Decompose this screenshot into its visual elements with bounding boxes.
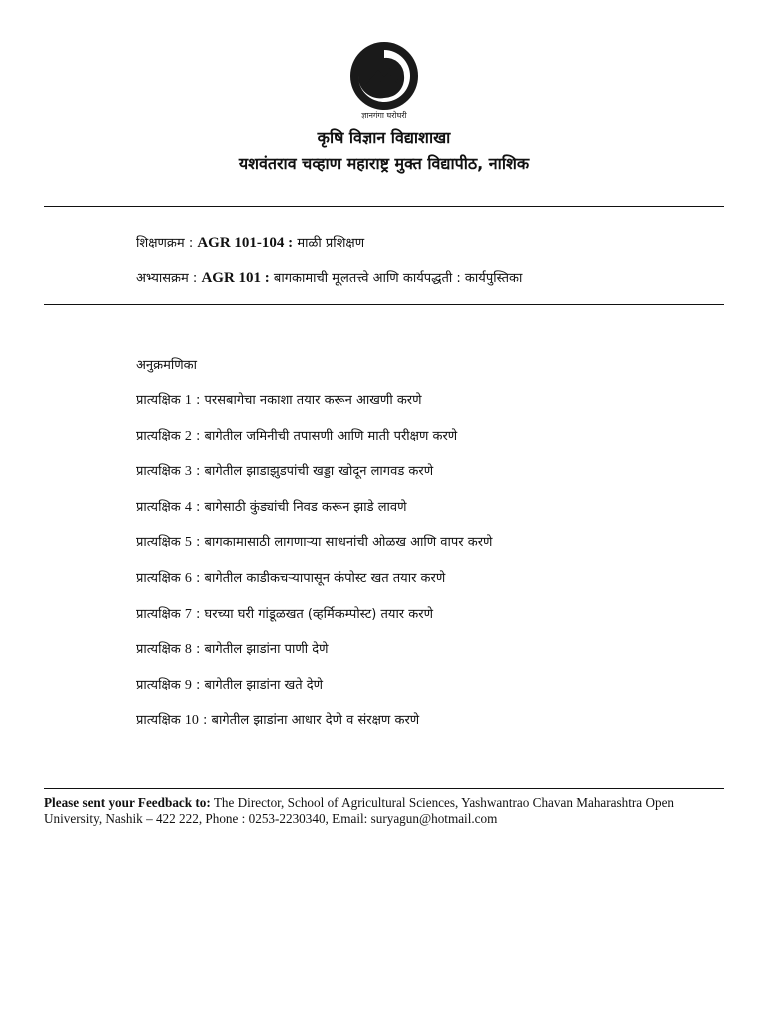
toc-item-title: : बागेतील झाडांना खते देणे <box>196 677 324 693</box>
toc-item <box>136 497 492 533</box>
course-line <box>136 268 522 287</box>
toc-item-title: : बागेतील झाडाझुडपांची खड्डा खोदून लागवड करणे <box>196 464 434 480</box>
divider-top <box>44 206 724 207</box>
toc-item-number: 7 <box>184 606 192 622</box>
toc-item <box>136 710 492 746</box>
school-name: कृषि विज्ञान विद्याशाखा <box>317 128 451 147</box>
toc-item-number: 10 <box>184 713 199 729</box>
toc-item-title: : बागेतील जमिनीची तपासणी आणि माती परीक्षण करणे <box>196 428 458 444</box>
toc-item-label: प्रात्यक्षिक <box>136 642 181 658</box>
toc-item <box>136 568 492 604</box>
feedback-note <box>44 795 734 827</box>
toc-item-title: : बागेसाठी कुंड्यांची निवड करून झाडे लावणे <box>196 499 407 515</box>
toc-item-label: प्रात्यक्षिक <box>136 393 181 408</box>
feedback-text: The Director, School of Agricultural Sciences, Yashwantrao Chavan Maharashtra Open University, Nashik – 422 222, Phone : 0253-2230340, Email: suryagun@hotmail.com <box>44 795 675 826</box>
toc-item-label: प्रात्यक्षिक <box>136 606 181 622</box>
toc-item <box>136 426 492 462</box>
divider-middle <box>44 304 724 305</box>
course-label: अभ्यासक्रम : <box>136 271 198 286</box>
toc-item <box>136 532 492 568</box>
course-title: बागकामाची मूलतत्त्वे आणि कार्यपद्धती : कार्यपुस्तिका <box>273 271 523 286</box>
toc-item-title: : बागेतील झाडांना आधार देणे व संरक्षण करणे <box>203 713 420 729</box>
toc-heading: अनुक्रमणिका <box>136 358 198 373</box>
program-line <box>136 233 364 252</box>
program-label: शिक्षणक्रम : <box>136 236 194 251</box>
toc-item-title: : बागेतील झाडांना पाणी देणे <box>196 642 329 658</box>
toc-item-number: 4 <box>184 499 192 515</box>
toc-item <box>136 604 492 640</box>
toc-item-title: : बागकामासाठी लागणाऱ्या साधनांची ओळख आणि वापर करणे <box>196 535 493 551</box>
toc-item-label: प्रात्यक्षिक <box>136 535 181 551</box>
toc-item-label: प्रात्यक्षिक <box>136 499 181 515</box>
course-code: AGR 101 : <box>201 270 270 286</box>
toc-item <box>136 461 492 497</box>
toc-item-title: : घरच्या घरी गांडूळखत (व्हर्मिकम्पोस्ट) तयार करणे <box>196 606 433 622</box>
program-code: AGR 101-104 : <box>197 235 294 251</box>
toc-list <box>136 390 492 746</box>
toc-item-title: : बागेतील काडीकचऱ्यापासून कंपोस्ट खत तयार करणे <box>196 570 446 586</box>
toc-item-title: : परसबागेचा नकाशा तयार करून आखणी करणे <box>196 393 422 408</box>
toc-item-number: 5 <box>184 535 192 551</box>
toc-item-label: प्रात्यक्षिक <box>136 464 181 480</box>
toc-item <box>136 675 492 711</box>
toc-item-label: प्रात्यक्षिक <box>136 428 181 444</box>
toc-item-label: प्रात्यक्षिक <box>136 713 181 729</box>
toc-item <box>136 639 492 675</box>
program-title: माळी प्रशिक्षण <box>297 236 365 251</box>
toc-item-label: प्रात्यक्षिक <box>136 677 181 693</box>
toc-item <box>136 390 492 426</box>
logo-caption: ज्ञानगंगा घरोघरी <box>361 111 407 120</box>
toc-item-number: 1 <box>184 393 192 408</box>
divider-footer <box>44 788 724 789</box>
toc-item-label: प्रात्यक्षिक <box>136 570 181 586</box>
feedback-label: Please sent your Feedback to: <box>44 795 211 810</box>
toc-item-number: 9 <box>184 677 192 693</box>
toc-item-number: 6 <box>184 570 192 586</box>
university-name: यशवंतराव चव्हाण महाराष्ट्र मुक्त विद्यापीठ, नाशिक <box>238 154 530 173</box>
toc-item-number: 3 <box>184 464 192 480</box>
toc-item-number: 8 <box>184 642 192 658</box>
toc-item-number: 2 <box>184 428 192 444</box>
